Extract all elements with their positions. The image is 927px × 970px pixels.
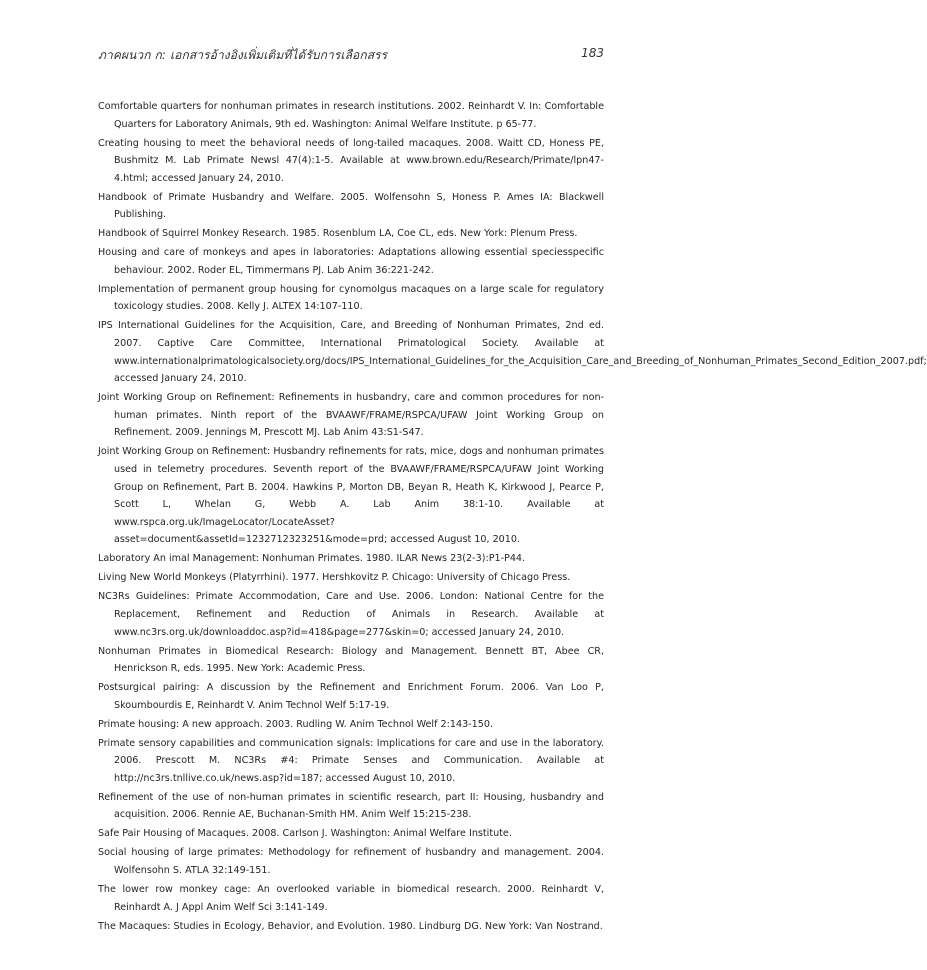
page-number: 183 (581, 46, 604, 60)
reference-item: Comfortable quarters for nonhuman primates in research institutions. 2002. Reinhardt V. In: Comfortable Quarters for Laboratory Animals, 9th ed. Washington: Animal Welfare Institute. p 65-77. (98, 101, 604, 130)
running-header-title: ภาคผนวก ก: เอกสารอ้างอิงเพิ่มเติมที่ได้รับการเลือกสรร (98, 48, 388, 62)
reference-item: Postsurgical pairing: A discussion by the Refinement and Enrichment Forum. 2006. Van Loo P, Skoumbourdis E, Reinhardt V. Anim Technol Welf 5:17-19. (98, 682, 604, 711)
reference-item: Implementation of permanent group housing for cynomolgus macaques on a large scale for regulatory toxicology studies. 2008. Kelly J. ALTEX 14:107-110. (98, 283, 604, 313)
reference-item: Handbook of Primate Husbandry and Welfare. 2005. Wolfensohn S, Honess P. Ames IA: Blackwell Publishing. (98, 191, 604, 221)
reference-item: Joint Working Group on Refinement: Refinements in husbandry, care and common procedures for non-human primates. Ninth report of the BVAAWF/FRAME/RSPCA/UFAW Joint Working Group on Refinement. 2009. Jennings M, Prescott MJ. Lab Anim 43:S1-S47. (98, 392, 604, 439)
reference-item: Social housing of large primates: Methodology for refinement of husbandry and management. 2004. Wolfensohn S. ATLA 32:149-151. (98, 847, 604, 876)
reference-item: Nonhuman Primates in Biomedical Research: Biology and Management. Bennett BT, Abee CR, Henrickson R, eds. 1995. New York: Academic Press. (98, 645, 604, 675)
reference-item: IPS International Guidelines for the Acquisition, Care, and Breeding of Nonhuman Primates, 2nd ed. 2007. Captive Care Committee, International Primatological Society. Available at www.internationalprimatologicalsociety.org/docs/IPS_International_Guidelines_for_the_Acquisition_Care_and_Breeding_of_Nonhuman_Primates_Second_Edition_2007.pdf; accessed January 24, 2010. (98, 320, 927, 385)
reference-item: Joint Working Group on Refinement: Husbandry refinements for rats, mice, dogs and nonhuman primates used in telemetry procedures. Seventh report of the BVAAWF/FRAME/RSPCA/UFAW Joint Working Group on Refinement, Part B. 2004. Hawkins P, Morton DB, Beyan R, Heath K, Kirkwood J, Pearce P, Scott L, Whelan G, Webb A. Lab Anim 38:1-10. Available at www.rspca.org.uk/ImageLocator/LocateAsset?asset=document&assetId=1232712323251&mode=prd; accessed August 10, 2010. (98, 446, 604, 546)
reference-item: Primate housing: A new approach. 2003. Rudling W. Anim Technol Welf 2:143-150. (98, 718, 493, 730)
reference-item: Housing and care of monkeys and apes in laboratories: Adaptations allowing essential speciesspecific behaviour. 2002. Roder EL, Timmermans PJ. Lab Anim 36:221-242. (98, 247, 604, 276)
reference-item: Safe Pair Housing of Macaques. 2008. Carlson J. Washington: Animal Welfare Institute. (98, 828, 512, 840)
reference-item: Refinement of the use of non-human primates in scientific research, part II: Housing, husbandry and acquisition. 2006. Rennie AE, Buchanan-Smith HM. Anim Welf 15:215-238. (98, 791, 604, 821)
reference-item: Laboratory An imal Management: Nonhuman Primates. 1980. ILAR News 23(2-3):P1-P44. (98, 553, 526, 565)
reference-item: Living New World Monkeys (Platyrrhini). 1977. Hershkovitz P. Chicago: University of Chicago Press. (98, 572, 571, 584)
reference-item: Handbook of Squirrel Monkey Research. 1985. Rosenblum LA, Coe CL, eds. New York: Plenum Press. (98, 228, 578, 240)
page-header (98, 46, 604, 66)
reference-list (98, 98, 927, 937)
reference-item: The lower row monkey cage: An overlooked variable in biomedical research. 2000. Reinhardt V, Reinhardt A. J Appl Anim Welf Sci 3:141-149. (98, 883, 604, 913)
reference-item: NC3Rs Guidelines: Primate Accommodation, Care and Use. 2006. London: National Centre for the Replacement, Refinement and Reduction of Animals in Research. Available at www.nc3rs.org.uk/downloaddoc.asp?id=418&page=277&skin=0; accessed January 24, 2010. (98, 591, 604, 638)
reference-item: The Macaques: Studies in Ecology, Behavior, and Evolution. 1980. Lindburg DG. New York: Van Nostrand. (98, 920, 603, 932)
reference-item: Creating housing to meet the behavioral needs of long-tailed macaques. 2008. Waitt CD, Honess PE, Bushmitz M. Lab Primate Newsl 47(4):1-5. Available at www.brown.edu/Research/Primate/lpn47-4.html; accessed January 24, 2010. (98, 137, 604, 184)
reference-item: Primate sensory capabilities and communication signals: Implications for care and use in the laboratory. 2006. Prescott M. NC3Rs #4: Primate Senses and Communication. Available at http://nc3rs.tnllive.co.uk/news.asp?id=187; accessed August 10, 2010. (98, 737, 604, 784)
